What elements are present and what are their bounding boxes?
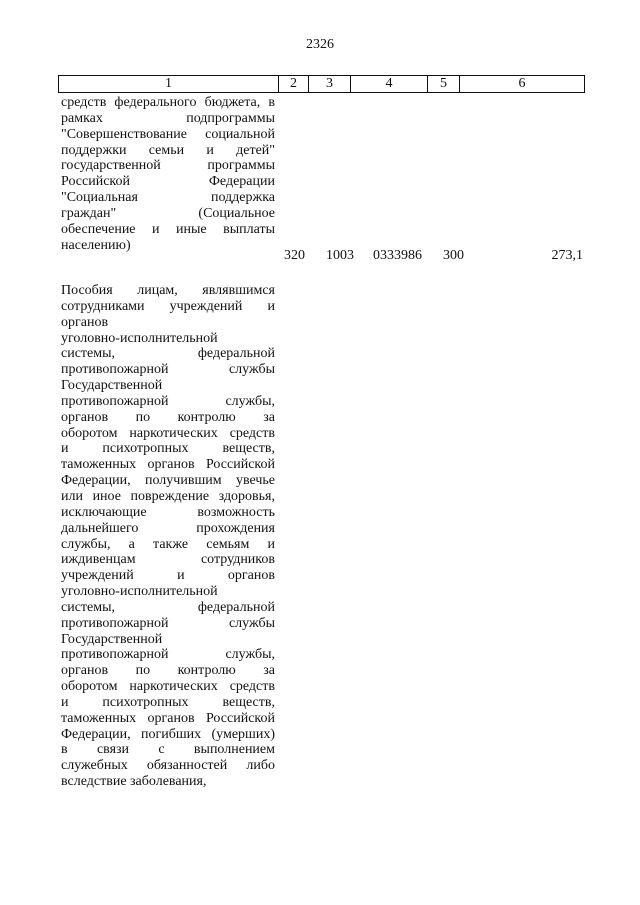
description-line: Российской Федерации	[61, 174, 275, 190]
description-line: рамках подпрограммы	[61, 110, 275, 126]
description-line: противопожарной службы,	[61, 393, 275, 409]
description-line: оборотом наркотических средств	[61, 679, 275, 695]
description-line: уголовно-исполнительной	[61, 584, 218, 600]
description-line: органов по контролю за	[61, 409, 275, 425]
table-header-row	[58, 75, 585, 93]
description-line: Государственной	[61, 378, 163, 394]
row-col-5: 300	[443, 248, 464, 263]
row-col-2: 320	[284, 248, 305, 263]
description-line: обеспечение и иные выплаты	[61, 221, 275, 237]
description-line: системы, федеральной	[61, 346, 275, 362]
description-line: иждивенцам сотрудников	[61, 552, 275, 568]
description-line: и психотропных веществ,	[61, 694, 275, 710]
description-line: или иное повреждение здоровья,	[61, 488, 275, 504]
description-line: сотрудниками учреждений и	[61, 298, 275, 314]
description-line: противопожарной службы	[61, 362, 275, 378]
description-line: Пособия лицам, являвшимся	[61, 283, 275, 298]
table-header-cell-6: 6	[518, 76, 526, 91]
row-col-6: 273,1	[551, 248, 583, 263]
description-line: уголовно-исполнительной	[61, 330, 218, 346]
description-line: государственной программы	[61, 158, 275, 174]
page-number: 2326	[306, 37, 334, 52]
description-line: службы, а также семьям и	[61, 536, 275, 552]
row-description	[61, 95, 275, 253]
description-line: органов по контролю за	[61, 663, 275, 679]
row-col-4: 0333986	[373, 248, 422, 263]
description-line: вследствие заболевания,	[61, 774, 207, 790]
description-line: "Социальная поддержка	[61, 190, 275, 206]
description-line: средств федерального бюджета, в	[61, 95, 275, 110]
table-header-cell-2: 2	[279, 76, 309, 92]
description-line: системы, федеральной	[61, 599, 275, 615]
description-line: граждан" (Социальное	[61, 205, 275, 221]
table-row	[58, 95, 585, 265]
table-header-cell-4: 4	[351, 76, 428, 92]
description-line: Государственной	[61, 631, 163, 647]
description-line: и психотропных веществ,	[61, 441, 275, 457]
description-line: органов	[61, 314, 109, 330]
description-line: населению)	[61, 237, 131, 253]
description-line: служебных обязанностей либо	[61, 758, 275, 774]
description-line: Федерации, погибших (умерших)	[61, 726, 275, 742]
table-header-cell-5: 5	[428, 76, 460, 92]
description-line: противопожарной службы,	[61, 647, 275, 663]
table-row	[58, 283, 585, 843]
row-description	[61, 283, 275, 790]
description-line: учреждений и органов	[61, 568, 275, 584]
description-line: таможенных органов Российской	[61, 457, 275, 473]
description-line: таможенных органов Российской	[61, 710, 275, 726]
description-line: в связи с выполнением	[61, 742, 275, 758]
description-line: противопожарной службы	[61, 615, 275, 631]
description-line: Федерации, получившим увечье	[61, 473, 275, 489]
description-line: "Совершенствование социальной	[61, 126, 275, 142]
description-line: дальнейшего прохождения	[61, 520, 275, 536]
description-line: исключающие возможность	[61, 504, 275, 520]
table-header-cell-3: 3	[309, 76, 351, 92]
description-line: поддержки семьи и детей"	[61, 142, 275, 158]
description-line: оборотом наркотических средств	[61, 425, 275, 441]
row-col-3: 1003	[326, 248, 354, 263]
table-header-cell-1: 1	[59, 76, 279, 92]
